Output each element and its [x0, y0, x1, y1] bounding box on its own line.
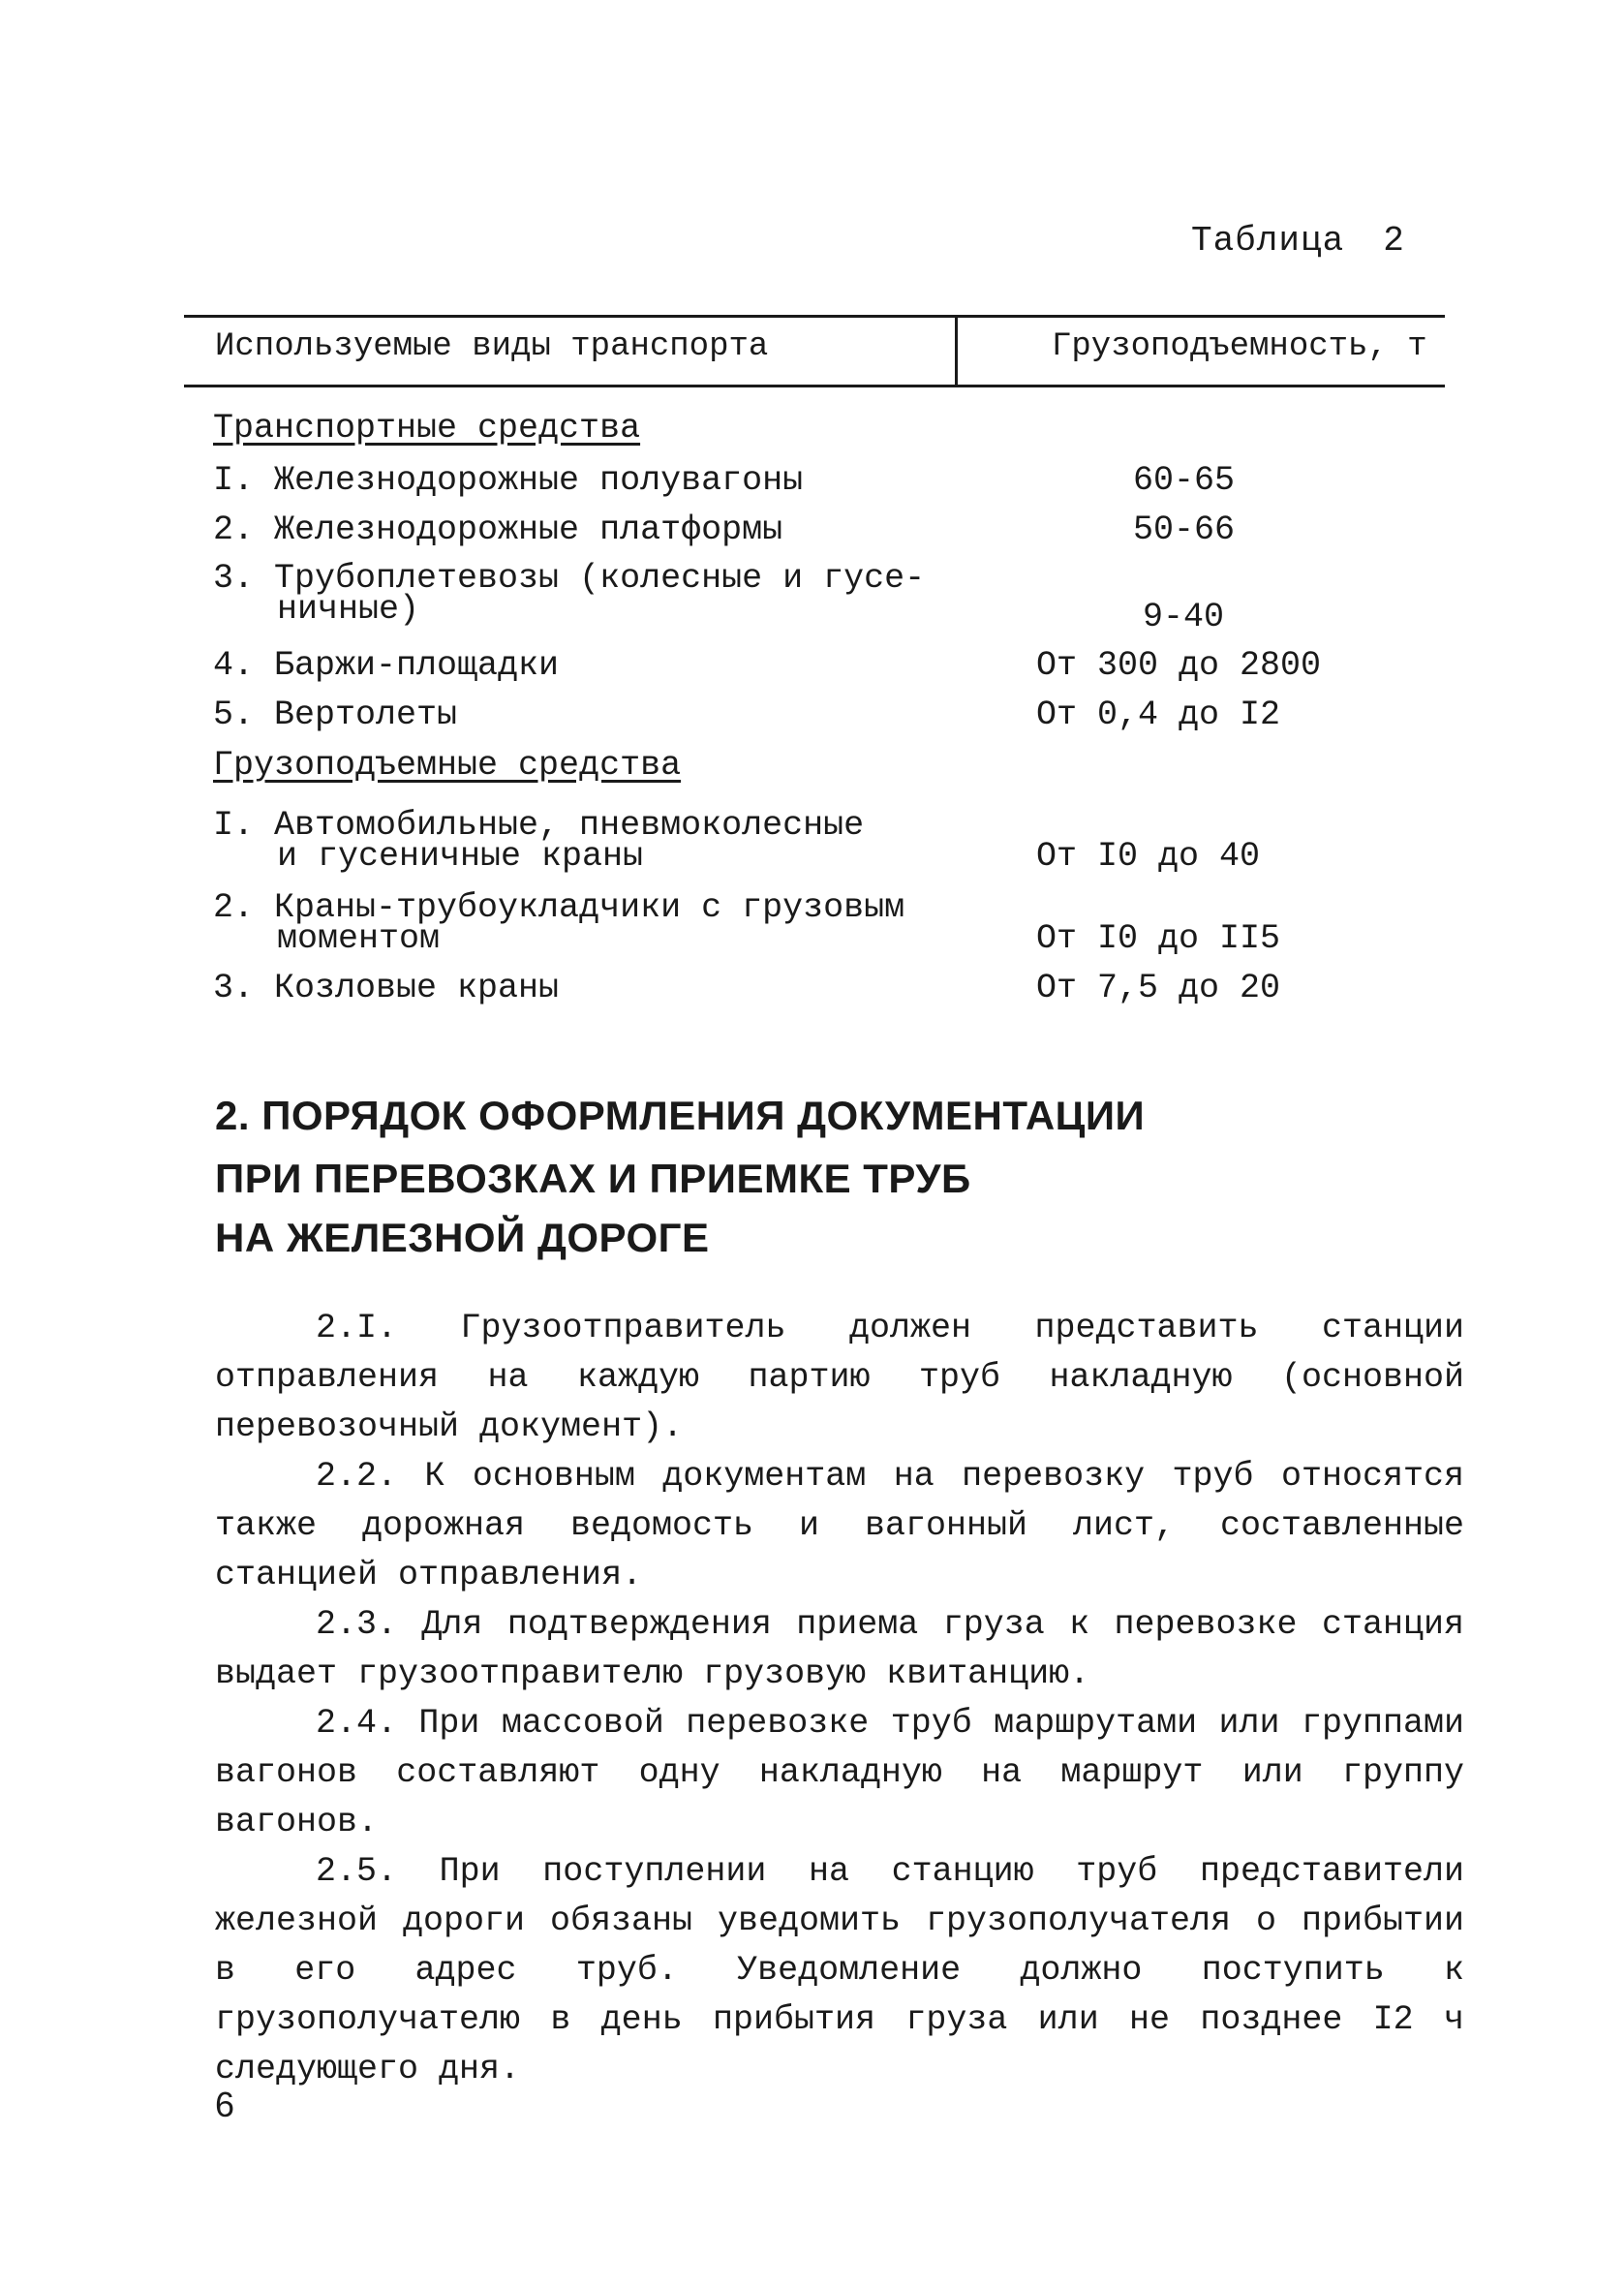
row-value: От I0 до II5 [1036, 919, 1281, 958]
row-value: 60-65 [1133, 461, 1236, 500]
row-value: 9-40 [1143, 598, 1225, 636]
table-top-rule [184, 315, 1445, 318]
header-lifting-capacity: Грузоподъемность, т [1052, 328, 1427, 365]
row-label: 3. Трубоплетевозы (колесные и гусе- [213, 559, 926, 598]
row-label: 5. Вертолеты [213, 696, 458, 734]
row-label-continuation: моментом [277, 919, 441, 958]
table-caption [1191, 221, 1405, 261]
paragraph-2-1: 2.I. Грузоотправитель должен представить станции отправления на каждую партию труб накладную (основной перевозочный документ). [215, 1309, 1464, 1446]
row-label: 2. Железнодорожные платформы [213, 510, 783, 549]
table-header-rule [184, 385, 1445, 387]
row-label: 2. Краны-трубоукладчики с грузовым [213, 888, 905, 927]
paragraph-2-4: 2.4. При массовой перевозке труб маршрутами или группами вагонов составляют одну накладную на маршрут или группу вагонов. [215, 1704, 1464, 1841]
paragraph-2-3: 2.3. Для подтверждения приема груза к перевозке станция выдает грузоотправителю грузовую квитанцию. [215, 1605, 1464, 1693]
row-label-continuation: и гусеничные краны [277, 837, 644, 876]
section-title-transport: Транспортные средства [213, 409, 641, 448]
row-label-continuation: ничные) [277, 590, 420, 629]
paragraph-2-5: 2.5. При поступлении на станцию труб представители железной дороги обязаны уведомить грузополучателя о прибытии в его адрес труб. Уведомление должно поступить к грузополучателю в день прибытия груза или не позднее I2 ч следующего дня. [215, 1852, 1464, 2088]
page-number: 6 [215, 2085, 235, 2124]
row-label: 4. Баржи-площадки [213, 646, 560, 685]
table-caption-word: Таблица [1191, 221, 1345, 261]
row-label: I. Железнодорожные полувагоны [213, 461, 804, 500]
section-title-lifting: Грузоподъемные средства [213, 746, 682, 785]
header-transport-types: Используемые виды транспорта [215, 328, 769, 365]
table-column-divider [955, 315, 958, 387]
body-text [215, 1304, 1464, 2094]
section-heading-line-3: НА ЖЕЛЕЗНОЙ ДОРОГЕ [215, 1215, 710, 1260]
paragraph-2-2: 2.2. К основным документам на перевозку труб относятся также дорожная ведомость и вагонный лист, составленные станцией отправления. [215, 1457, 1464, 1594]
row-label: 3. Козловые краны [213, 969, 560, 1007]
row-value: От 0,4 до I2 [1036, 696, 1281, 734]
table-caption-number: 2 [1383, 221, 1405, 261]
row-value: 50-66 [1133, 510, 1236, 549]
row-value: От I0 до 40 [1036, 837, 1261, 876]
row-value: От 7,5 до 20 [1036, 969, 1281, 1007]
row-value: От 300 до 2800 [1036, 646, 1322, 685]
section-heading-line-2: ПРИ ПЕРЕВОЗКАХ И ПРИЕМКЕ ТРУБ [215, 1156, 971, 1201]
row-label: I. Автомобильные, пневмоколесные [213, 806, 865, 845]
section-heading-line-1: 2. ПОРЯДОК ОФОРМЛЕНИЯ ДОКУМЕНТАЦИИ [215, 1093, 1146, 1138]
